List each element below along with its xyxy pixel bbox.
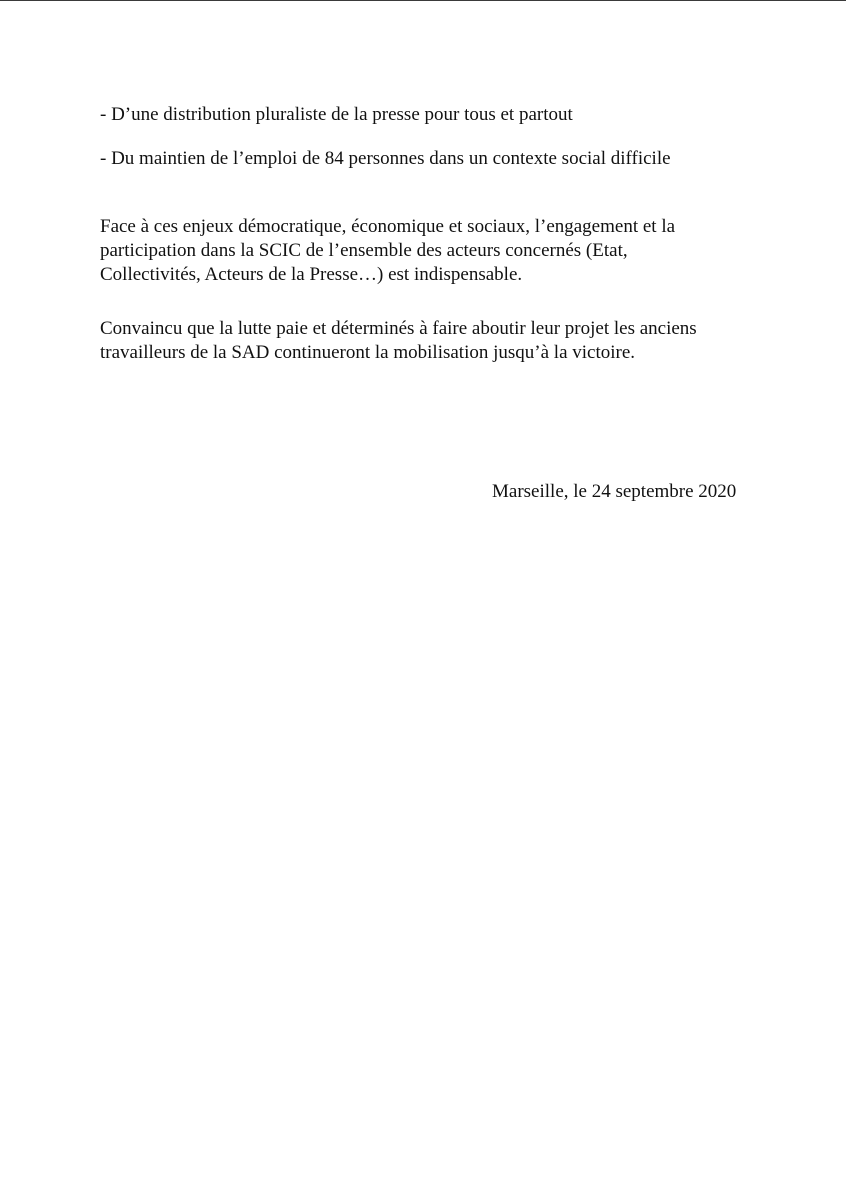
paragraph-line: Collectivités, Acteurs de la Presse…) est indispensable. bbox=[100, 264, 523, 285]
paragraph-mobilisation bbox=[100, 317, 697, 365]
paragraph-line: participation dans la SCIC de l’ensemble des acteurs concernés (Etat, bbox=[100, 240, 628, 261]
paragraph-enjeux bbox=[100, 215, 675, 287]
paragraph-line: travailleurs de la SAD continueront la mobilisation jusqu’à la victoire. bbox=[100, 342, 636, 363]
bullet-item-emploi: - Du maintien de l’emploi de 84 personnes dans un contexte social difficile bbox=[100, 148, 671, 169]
bullet-item-distribution: - D’une distribution pluraliste de la presse pour tous et partout bbox=[100, 104, 573, 125]
place-and-date: Marseille, le 24 septembre 2020 bbox=[492, 481, 737, 502]
page-top-edge bbox=[0, 0, 846, 1]
paragraph-line: Face à ces enjeux démocratique, économique et sociaux, l’engagement et la bbox=[100, 216, 676, 237]
paragraph-line: Convaincu que la lutte paie et déterminés à faire aboutir leur projet les anciens bbox=[100, 318, 697, 339]
